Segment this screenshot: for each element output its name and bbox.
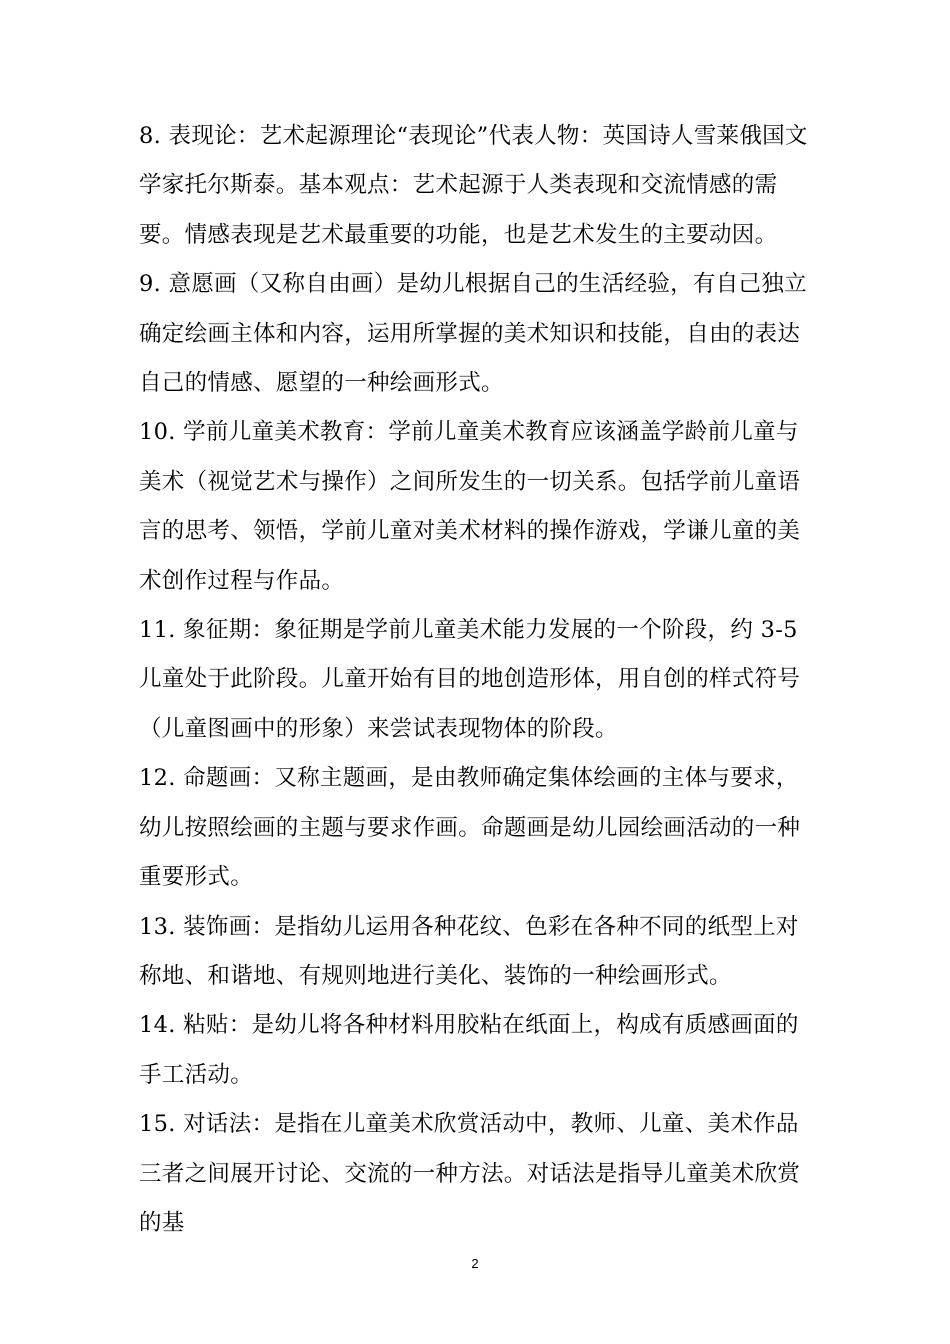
paragraph-12: 12. 命题画：又称主题画，是由教师确定集体绘画的主体与要求，幼儿按照绘画的主题与要求作画。命题画是幼儿园绘画活动的一种重要形式。 [139, 765, 801, 891]
paragraph-14: 14. 粘贴：是幼儿将各种材料用胶粘在纸面上，构成有质感画面的手工活动。 [139, 1012, 799, 1088]
paragraph-8: 8. 表现论：艺术起源理论“表现论”代表人物：英国诗人雪莱俄国文学家托尔斯泰。基本观点：艺术起源于人类表现和交流情感的需要。情感表现是艺术最重要的功能，也是艺术发生的主要动因。 [139, 123, 808, 248]
document-body [139, 112, 819, 1248]
paragraph-9: 9. 意愿画（又称自由画）是幼儿根据自己的生活经验，有自己独立确定绘画主体和内容，运用所掌握的美术知识和技能，自由的表达自己的情感、愿望的一种绘画形式。 [139, 271, 807, 397]
page-number: 2 [471, 1256, 479, 1271]
paragraph-15: 15. 对话法：是指在儿童美术欣赏活动中，教师、儿童、美术作品三者之间展开讨论、交流的一种方法。对话法是指导儿童美术欣赏的基 [139, 1111, 801, 1236]
paragraph-11: 11. 象征期：象征期是学前儿童美术能力发展的一个阶段，约 3-5 儿童处于此阶段。儿童开始有目的地创造形体，用自创的样式符号（儿童图画中的形象）来尝试表现物体的阶段。 [139, 617, 801, 742]
paragraph-10: 10. 学前儿童美术教育：学前儿童美术教育应该涵盖学龄前儿童与美术（视觉艺术与操作）之间所发生的一切关系。包括学前儿童语言的思考、领悟，学前儿童对美术材料的操作游戏，学谦儿童的美术创作过程与作品。 [139, 419, 801, 594]
paragraph-13: 13. 装饰画：是指幼儿运用各种花纹、色彩在各种不同的纸型上对称地、和谐地、有规则地进行美化、装饰的一种绘画形式。 [139, 913, 799, 989]
